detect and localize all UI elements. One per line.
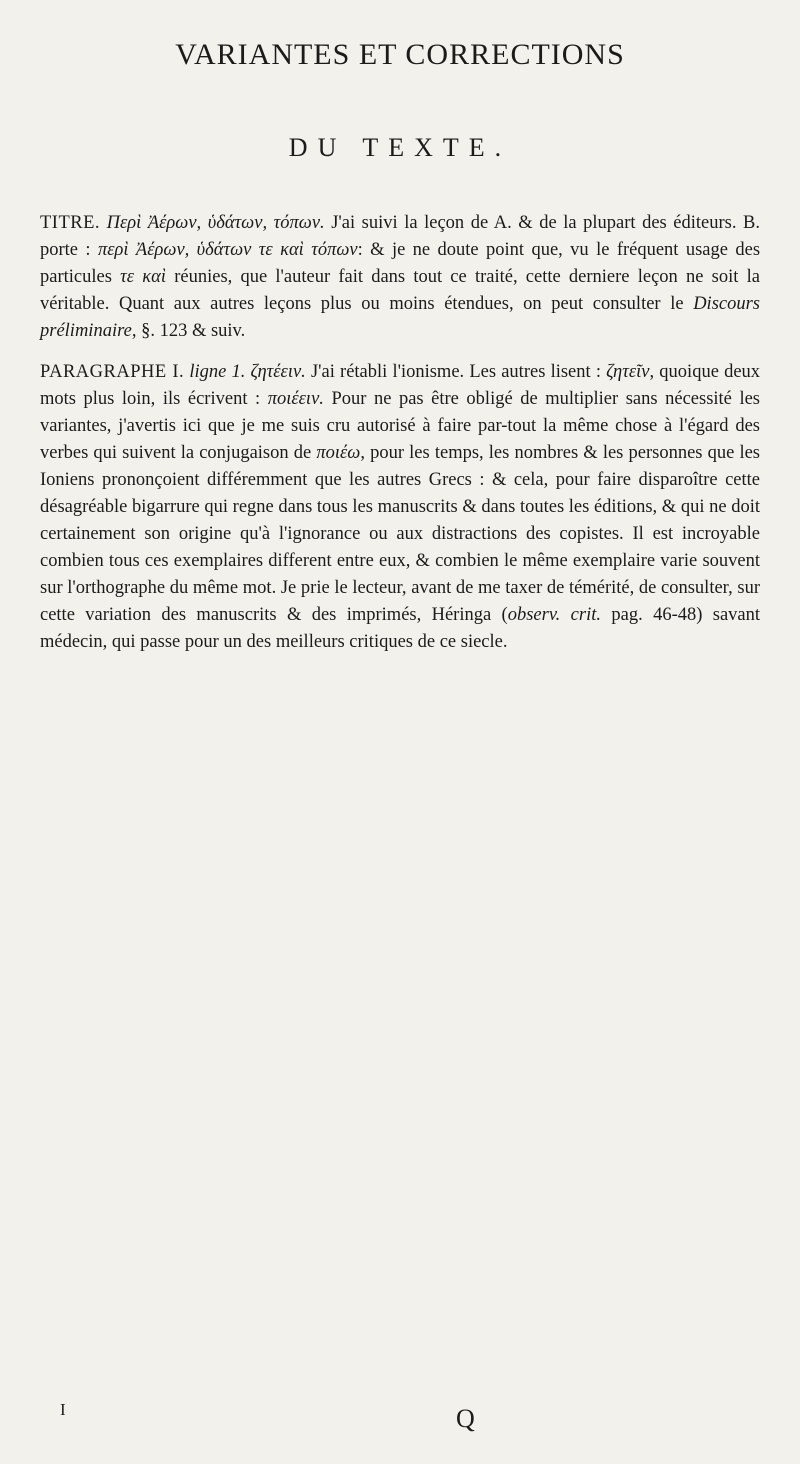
italic-reference: observ. crit. — [507, 605, 601, 625]
greek-text: περὶ Ἀέρων, ὑδάτων τε καὶ τόπων — [97, 240, 358, 260]
paragraph-text: réunies, que l'auteur fait dans tout ce traité, cette derniere leçon ne soit la véritable. Quant aux autres leçons plus ou moins étendues, on peut consulter le — [40, 267, 760, 314]
body-text — [40, 210, 760, 670]
paragraph-text: : & je ne doute point que, vu le fréquent usage des particules — [40, 240, 761, 287]
line-reference: ligne 1. — [189, 362, 246, 382]
greek-text: Περὶ Ἀέρων, ὑδάτων, τόπων. — [106, 213, 325, 233]
page-marker: I — [60, 1400, 66, 1419]
signature-mark: Q — [456, 1404, 475, 1433]
greek-text: ποιέω — [316, 443, 361, 463]
paragraph-text: , pour les temps, les nombres & les personnes que les Ioniens prononçoient différemment que les autres Grecs : & cela, pour faire disparoître cette désagréable bigarrure qui regne dans tous les manuscrits & dans toutes les éditions, & qui ne doit certainement son origine qu'à l'ignorance ou aux distractions des copistes. Il est incroyable combien tous ces exemplaires different entre eux, & combien le même exemplaire varie souvent sur l'orthographe du même mot. Je prie le lecteur, avant de me taxer de témérité, de consulter, sur cette variation des manuscrits & des imprimés, Héringa ( — [40, 443, 761, 625]
paragraph-text: pag. 46-48) savant médecin, qui passe pour un des meilleurs critiques de ce siecle. — [40, 605, 761, 652]
titre-paragraph — [40, 210, 760, 345]
greek-text: ζητεῖν — [606, 362, 650, 382]
paragraphe-label: PARAGRAPHE I. — [40, 362, 185, 382]
titre-label: TITRE. — [40, 213, 101, 233]
greek-text: τε καὶ — [120, 267, 166, 287]
paragraph-text: J'ai suivi la leçon de A. & de la plupart des éditeurs. B. porte : — [40, 213, 760, 260]
page-title: VARIANTES ET CORRECTIONS — [175, 38, 625, 71]
paragraph-text: J'ai rétabli l'ionisme. Les autres lisent : — [310, 362, 601, 382]
greek-text: ποιέειν. — [267, 389, 324, 409]
paragraphe-paragraph — [40, 359, 760, 656]
paragraph-text: , quoique deux mots plus loin, ils écrivent : — [40, 362, 761, 409]
page-subtitle: DU TEXTE. — [288, 133, 512, 162]
paragraph-text: Pour ne pas être obligé de multiplier sans nécessité les variantes, j'avertis ici que je me suis cru autorisé à faire par-tout la même chose à l'égard des verbes qui suivent la conjugaison de — [40, 389, 760, 463]
italic-reference: Discours préliminaire — [40, 294, 760, 341]
paragraph-text: , §. 123 & suiv. — [131, 321, 246, 341]
greek-text: ζητέειν. — [250, 362, 306, 382]
